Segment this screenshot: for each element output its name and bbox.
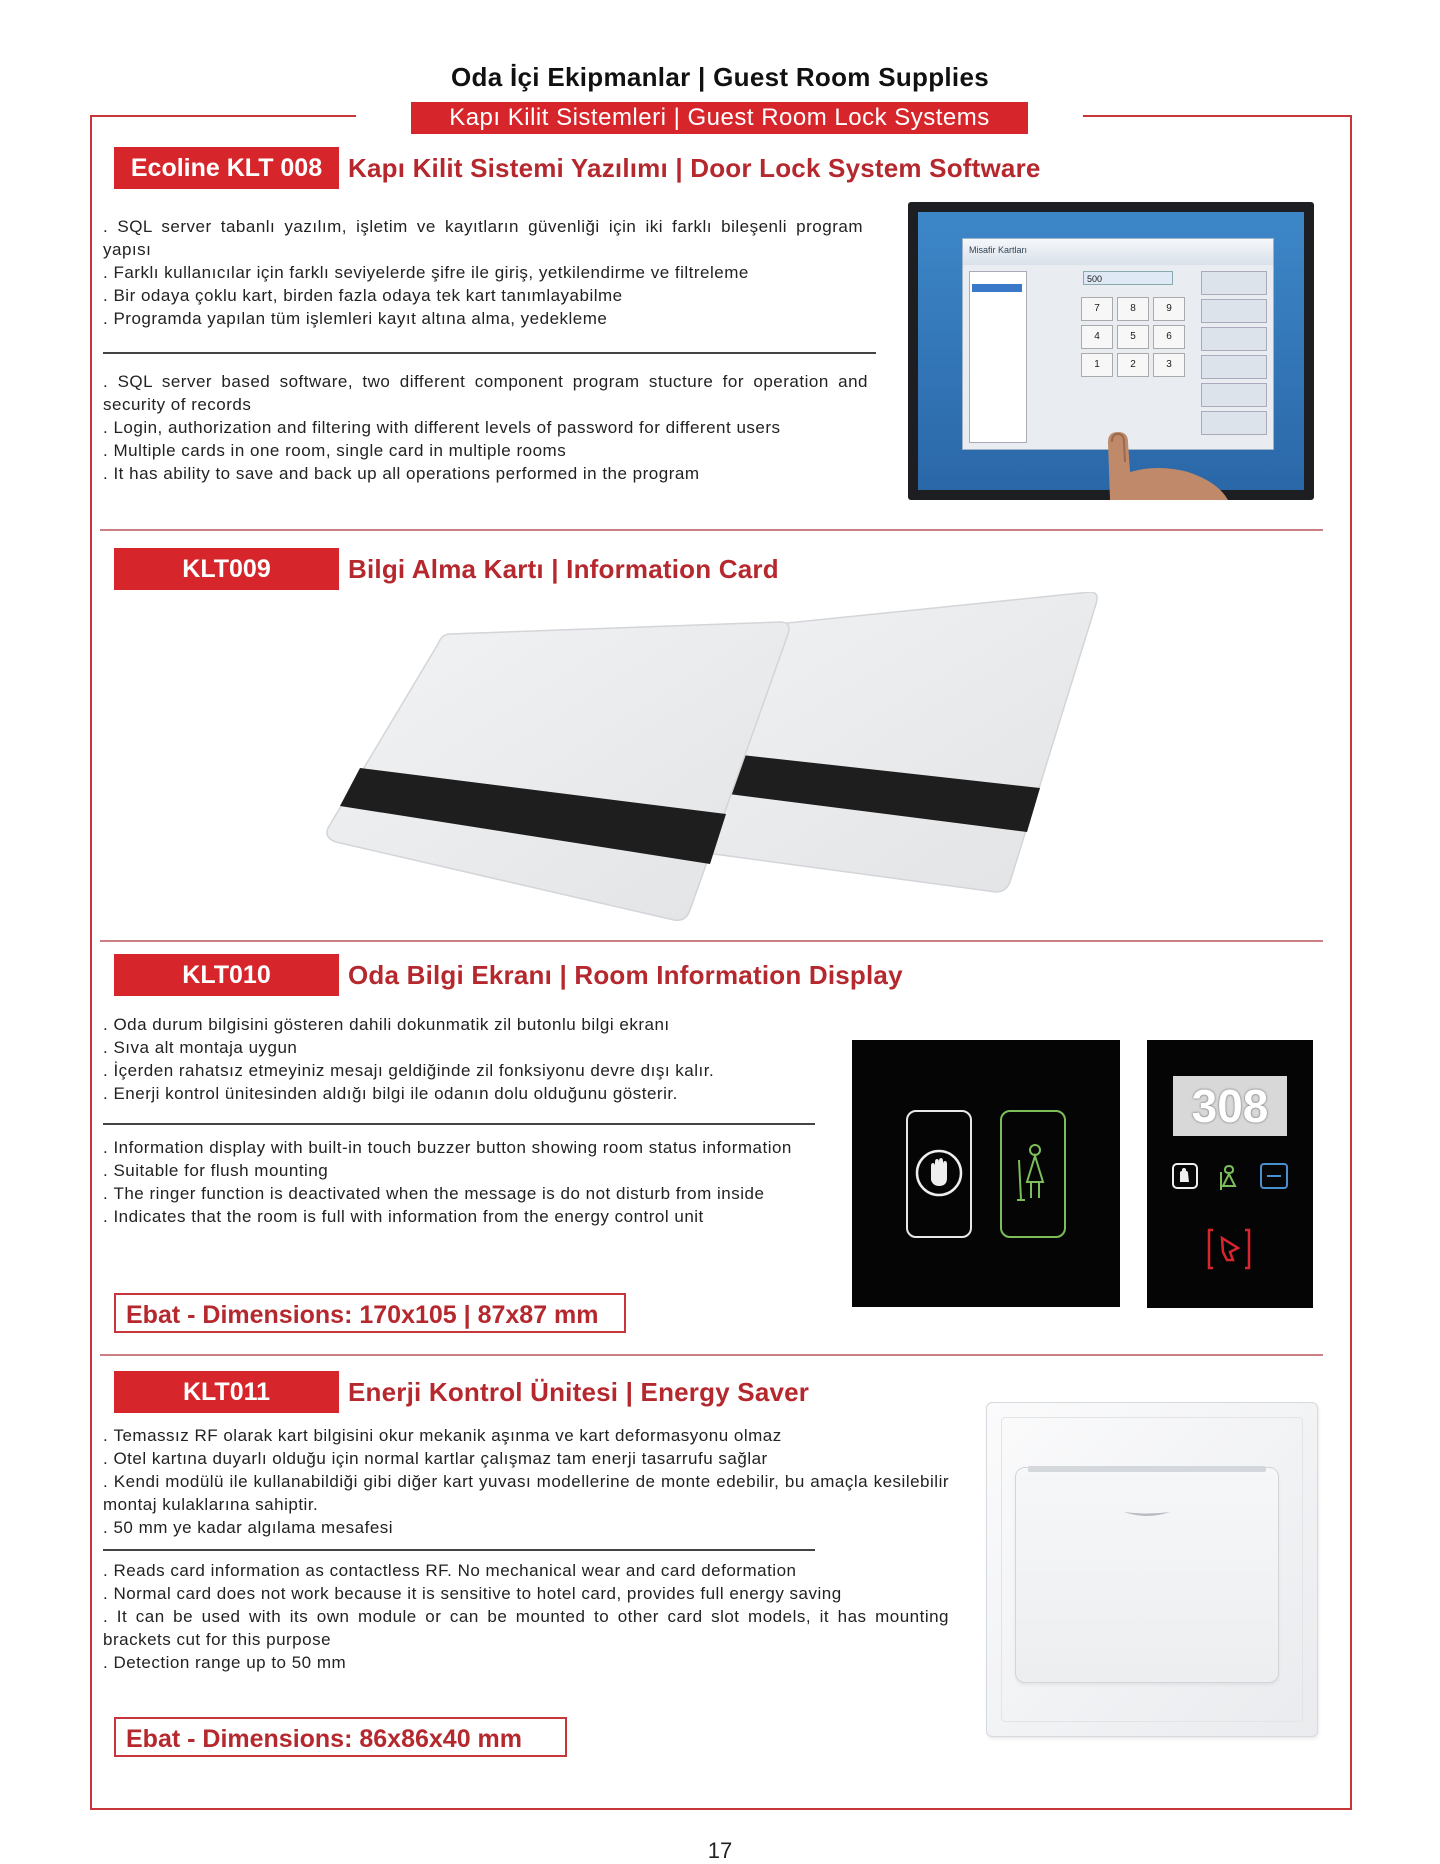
feature-item: Enerji kontrol ünitesinden aldığı bilgi ile odanın dolu olduğunu gösterir.: [113, 1084, 678, 1103]
frame-top-right-line: [1083, 115, 1352, 117]
keypad-key: 6: [1153, 325, 1185, 349]
separator-rule: [103, 1549, 815, 1551]
section-banner: Kapı Kilit Sistemleri | Guest Room Lock Systems: [411, 102, 1028, 134]
page-title: Oda İçi Ekipmanlar | Guest Room Supplies: [451, 62, 989, 92]
feature-list-tr: . SQL server tabanlı yazılım, işletim ve kayıtların güvenliği için iki farklı bileşenli program yapısı . Farklı kullanıcılar için farklı seviyelerde şifre ile giriş, yetkilendirme ve filtreleme . Bir odaya çoklu kart, birden fazla odaya tek kart tanımlayabilme . Programda yapılan tüm işlemleri kayıt altına alma, yedekleme: [103, 217, 863, 328]
hand-stop-icon: [914, 1148, 964, 1198]
doorbell-icon: [1205, 1226, 1253, 1272]
feature-item: Otel kartına duyarlı olduğu için normal kartlar çalışmaz tam enerji tasarrufu sağlar: [113, 1449, 768, 1468]
display-panel-large: [852, 1040, 1120, 1307]
feature-item: Multiple cards in one room, single card in multiple rooms: [113, 441, 567, 460]
feature-item: The ringer function is deactivated when the message is do not disturb from inside: [113, 1184, 765, 1203]
product-title: Oda Bilgi Ekranı | Room Information Display: [348, 960, 903, 990]
keypad-key: 9: [1153, 297, 1185, 321]
card-slot: [1028, 1466, 1266, 1472]
feature-item: Indicates that the room is full with information from the energy control unit: [113, 1207, 704, 1226]
product-code-badge: KLT009: [114, 548, 339, 590]
keypad-key: 7: [1081, 297, 1113, 321]
separator-rule: [103, 1123, 815, 1125]
keypad-key: 4: [1081, 325, 1113, 349]
feature-item: Oda durum bilgisini gösteren dahili dokunmatik zil butonlu bilgi ekranı: [113, 1015, 670, 1034]
keypad-key: 3: [1153, 353, 1185, 377]
dnd-button: [906, 1110, 972, 1238]
feature-item: Programda yapılan tüm işlemleri kayıt altına alma, yedekleme: [113, 309, 608, 328]
status-icons: [1171, 1162, 1291, 1192]
section-divider: [100, 529, 1323, 531]
product-title: Kapı Kilit Sistemi Yazılımı | Door Lock System Software: [348, 153, 1041, 183]
feature-item: Temassız RF olarak kart bilgisini okur mekanik aşınma ve kart deformasyonu olmaz: [113, 1426, 782, 1445]
feature-item: Detection range up to 50 mm: [113, 1653, 347, 1672]
service-status-icon: [1221, 1166, 1235, 1190]
dimensions-box: Ebat - Dimensions: 86x86x40 mm: [114, 1717, 567, 1757]
keypad-key: 8: [1117, 297, 1149, 321]
feature-item: Sıva alt montaja uygun: [113, 1038, 298, 1057]
product-code-badge: Ecoline KLT 008: [114, 147, 339, 189]
card-slot-holder: [1015, 1467, 1279, 1683]
magnetic-cards-image: [320, 592, 1110, 922]
dimensions-box: Ebat - Dimensions: 170x105 | 87x87 mm: [114, 1293, 626, 1333]
feature-item: Information display with built-in touch buzzer button showing room status information: [113, 1138, 792, 1157]
feature-item: Kendi modülü ile kullanabildiği gibi diğer kart yuvası modellerine de monte edebilir, bu amaçla kesilebilir montaj kulaklarına sahiptir.: [103, 1472, 950, 1514]
app-titlebar: [963, 239, 1273, 265]
feature-item: Reads card information as contactless RF. No mechanical wear and card deformation: [113, 1561, 797, 1580]
room-number-display: 308: [1173, 1076, 1287, 1136]
feature-item: SQL server tabanlı yazılım, işletim ve kayıtların güvenliği için iki farklı bileşenli program yapısı: [103, 217, 863, 259]
keypad-key: 5: [1117, 325, 1149, 349]
feature-item: İçerden rahatsız etmeyiniz mesajı geldiğinde zil fonksiyonu devre dışı kalır.: [113, 1061, 715, 1080]
product-code-badge: KLT011: [114, 1371, 339, 1413]
frame-bottom-line: [90, 1808, 1352, 1810]
room-field: 500: [1083, 271, 1173, 285]
product-code-badge: KLT010: [114, 954, 339, 996]
frame-left-line: [90, 115, 92, 1810]
room-list-selected: [972, 284, 1022, 292]
energy-saver-image: [986, 1402, 1318, 1737]
feature-item: Suitable for flush mounting: [113, 1161, 329, 1180]
feature-item: Bir odaya çoklu kart, birden fazla odaya tek kart tanımlayabilme: [113, 286, 623, 305]
feature-list-tr: . Temassız RF olarak kart bilgisini okur mekanik aşınma ve kart deformasyonu olmaz . Otel kartına duyarlı olduğu için normal kartlar çalışmaz tam enerji tasarrufu sağlar . Kendi modülü ile kullanabildiği gibi diğer kart yuvası modellerine de monte edebilir, bu amaçla kesilebilir montaj kulaklarına sahiptir. . 50 mm ye kadar algılama mesafesi: [103, 1426, 950, 1537]
frame-right-line: [1350, 115, 1352, 1810]
keypad-key: 1: [1081, 353, 1113, 377]
feature-item: It can be used with its own module or can be mounted to other card slot models, it has mounting brackets cut for this purpose: [103, 1607, 950, 1649]
page-number: 17: [707, 1838, 733, 1863]
keypad: [1081, 297, 1189, 381]
room-list: [969, 271, 1027, 443]
make-up-room-button: [1000, 1110, 1066, 1238]
logo-mark-icon: [1122, 1508, 1172, 1520]
app-window-title: Misafir Kartları: [969, 245, 1028, 255]
software-screen-photo: [908, 202, 1314, 500]
feature-list-en: . SQL server based software, two different component program stucture for operation and security of records . Login, authorization and filtering with different levels of password for different users . Multiple cards in one room, single card in multiple rooms . It has ability to save and back up all operations performed in the program: [103, 372, 868, 483]
feature-item: It has ability to save and back up all operations performed in the program: [113, 464, 700, 483]
section-divider: [100, 1354, 1323, 1356]
frame-top-left-line: [90, 115, 356, 117]
feature-list-tr: . Oda durum bilgisini gösteren dahili dokunmatik zil butonlu bilgi ekranı . Sıva alt montaja uygun . İçerden rahatsız etmeyiniz mesajı geldiğinde zil fonksiyonu devre dışı kalır. . Enerji kontrol ünitesinden aldığı bilgi ile odanın dolu olduğunu gösterir.: [103, 1015, 715, 1103]
housekeeping-icon: [1013, 1142, 1053, 1206]
pointing-hand-icon: [1088, 402, 1228, 500]
feature-list-en: . Information display with built-in touch buzzer button showing room status information . Suitable for flush mounting . The ringer function is deactivated when the message is do not disturb from inside . Indicates that the room is full with information from the energy control unit: [103, 1138, 792, 1226]
feature-item: Login, authorization and filtering with different levels of password for different users: [113, 418, 781, 437]
section-divider: [100, 940, 1323, 942]
feature-item: Normal card does not work because it is sensitive to hotel card, provides full energy saving: [113, 1584, 842, 1603]
card-front: [327, 622, 789, 920]
feature-item: 50 mm ye kadar algılama mesafesi: [113, 1518, 394, 1537]
feature-list-en: . Reads card information as contactless RF. No mechanical wear and card deformation . Normal card does not work because it is sensitive to hotel card, provides full energy saving . It can be used with its own module or can be mounted to other card slot models, it has mounting brackets cut for this purpose . Detection range up to 50 mm: [103, 1561, 950, 1672]
separator-rule: [103, 352, 876, 354]
feature-item: SQL server based software, two different component program stucture for operation and security of records: [103, 372, 868, 414]
display-panel-small: [1147, 1040, 1313, 1308]
keypad-key: 2: [1117, 353, 1149, 377]
product-title: Bilgi Alma Kartı | Information Card: [348, 554, 779, 584]
product-title: Enerji Kontrol Ünitesi | Energy Saver: [348, 1377, 810, 1407]
feature-item: Farklı kullanıcılar için farklı seviyelerde şifre ile giriş, yetkilendirme ve filtreleme: [113, 263, 749, 282]
